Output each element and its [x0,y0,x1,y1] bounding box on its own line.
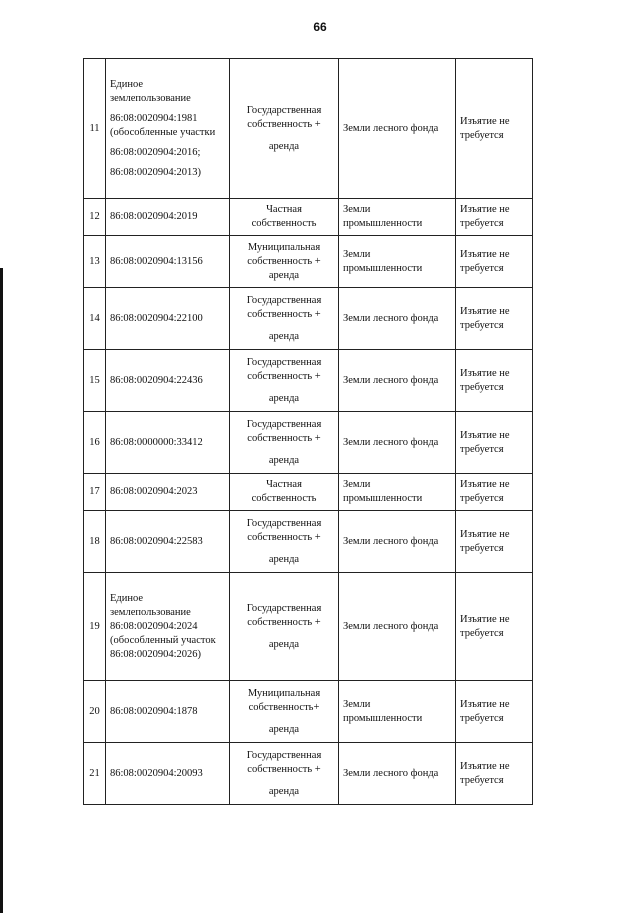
parcel-text: 86:08:0020904:22100 [110,312,203,324]
row-number-cell: 17 [84,474,106,511]
parcel-text: 86:08:0020904:13156 [110,255,203,267]
parcel-cell [106,350,230,412]
parcel-text: 86:08:0000000:33412 [110,436,203,448]
row-number-cell: 18 [84,511,106,573]
parcel-cell [106,511,230,573]
land-category-cell: Земли лесного фонда [339,412,456,474]
parcel-cell [106,743,230,805]
parcel-text: 86:08:0020904:22583 [110,535,203,547]
table-row [84,59,533,199]
land-category-cell: Земли лесного фонда [339,573,456,681]
page-number: 66 [313,20,327,34]
action-cell: Изъятие не требуется [456,511,533,573]
row-number-cell: 12 [84,199,106,236]
parcel-cell [106,236,230,288]
ownership-cell [230,350,339,412]
parcel-text: 86:08:0020904:20093 [110,767,203,779]
ownership-text: аренда [268,553,300,565]
row-number-cell: 21 [84,743,106,805]
action-cell: Изъятие не требуется [456,412,533,474]
table-row [84,511,533,573]
parcel-text: Единое землепользование [110,78,191,104]
land-category-cell: Земли лесного фонда [339,511,456,573]
table-row [84,573,533,681]
table-row [84,681,533,743]
ownership-text: Государственная собственность + [246,517,322,543]
ownership-cell [230,743,339,805]
ownership-text: Государственная собственность + [246,749,322,775]
land-category-cell: Земли промышленности [339,474,456,511]
ownership-cell [230,59,339,199]
ownership-cell [230,412,339,474]
row-number-cell: 11 [84,59,106,199]
action-cell: Изъятие не требуется [456,288,533,350]
land-category-cell: Земли промышленности [339,681,456,743]
ownership-cell [230,573,339,681]
ownership-text: Государственная собственность + [246,418,322,444]
table-row [84,412,533,474]
ownership-cell [230,681,339,743]
ownership-text: аренда [268,454,300,466]
parcel-text: 86:08:0020904:2023 [110,486,198,497]
land-category-cell: Земли лесного фонда [339,350,456,412]
parcel-text: 86:08:0020904:2013) [110,166,201,178]
table-body [84,59,533,805]
ownership-text: аренда [268,638,300,650]
land-category-cell: Земли лесного фонда [339,743,456,805]
ownership-text: Частная собственность [251,479,317,504]
row-number-cell: 13 [84,236,106,288]
table-row [84,199,533,236]
ownership-text: Государственная собственность + [246,602,322,628]
ownership-text: аренда [268,785,300,797]
row-number-cell: 15 [84,350,106,412]
ownership-text: аренда [268,392,300,404]
parcel-text: 86:08:0020904:1981 (обособленные участки [110,112,216,138]
land-category-cell: Земли лесного фонда [339,288,456,350]
parcel-text: 86:08:0020904:22436 [110,374,203,386]
ownership-text: Муниципальная собственность+ [247,687,321,713]
action-cell: Изъятие не требуется [456,743,533,805]
table-row [84,288,533,350]
ownership-cell [230,236,339,288]
ownership-text: Государственная собственность + [246,356,322,382]
ownership-text: Муниципальная собственность + аренда [247,241,321,281]
land-category-cell: Земли лесного фонда [339,59,456,199]
scan-margin-bar [0,268,3,913]
parcel-cell [106,681,230,743]
ownership-text: аренда [268,330,300,342]
ownership-cell [230,511,339,573]
parcel-text: 86:08:0020904:2016; [110,146,201,158]
ownership-cell [230,199,339,236]
parcel-cell [106,199,230,236]
parcel-text: (обособленный участок 86:08:0020904:2026) [110,634,216,660]
table-row [84,236,533,288]
action-cell: Изъятие не требуется [456,573,533,681]
land-parcels-table [83,58,533,805]
table-row [84,474,533,511]
parcel-cell [106,288,230,350]
parcel-cell [106,412,230,474]
action-cell: Изъятие не требуется [456,681,533,743]
ownership-text: Государственная собственность + [246,104,322,130]
parcel-cell [106,59,230,199]
parcel-text: 86:08:0020904:2019 [110,211,198,222]
table-row [84,350,533,412]
land-category-cell: Земли промышленности [339,199,456,236]
parcel-cell [106,573,230,681]
ownership-cell [230,474,339,511]
parcel-text: 86:08:0020904:1878 [110,705,198,717]
land-category-cell: Земли промышленности [339,236,456,288]
ownership-text: Частная собственность [251,204,317,229]
ownership-cell [230,288,339,350]
action-cell: Изъятие не требуется [456,236,533,288]
ownership-text: аренда [268,723,300,735]
ownership-text: аренда [268,140,300,152]
row-number-cell: 19 [84,573,106,681]
action-cell: Изъятие не требуется [456,474,533,511]
table-row [84,743,533,805]
action-cell: Изъятие не требуется [456,199,533,236]
ownership-text: Государственная собственность + [246,294,322,320]
row-number-cell: 14 [84,288,106,350]
row-number-cell: 16 [84,412,106,474]
action-cell: Изъятие не требуется [456,350,533,412]
action-cell: Изъятие не требуется [456,59,533,199]
parcel-text: Единое землепользование 86:08:0020904:2024 [110,592,198,632]
row-number-cell: 20 [84,681,106,743]
parcel-cell [106,474,230,511]
